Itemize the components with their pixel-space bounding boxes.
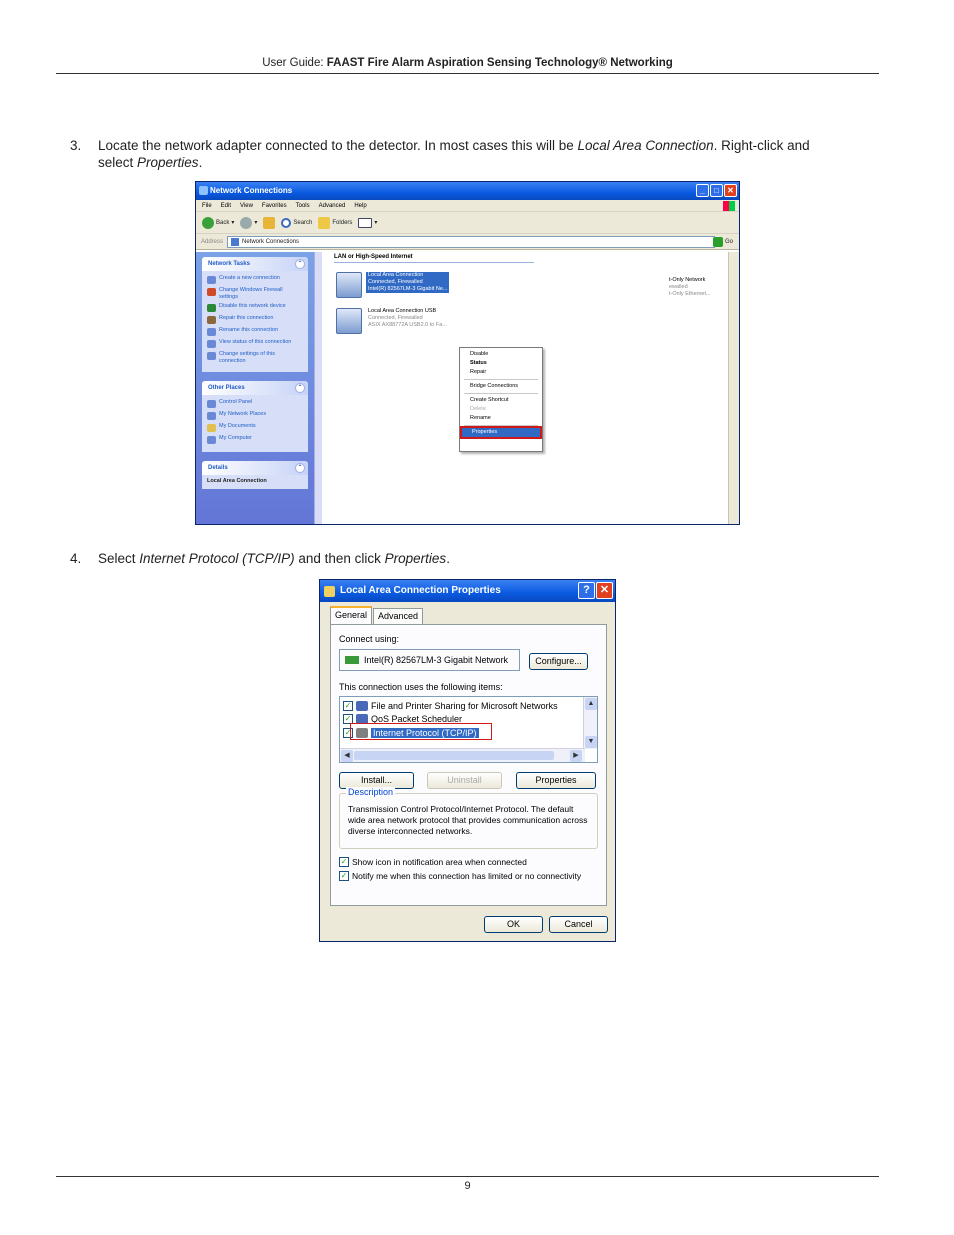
connection-status: Connected, Firewalled bbox=[366, 279, 449, 286]
properties-button[interactable]: Properties bbox=[516, 772, 596, 789]
item-label: QoS Packet Scheduler bbox=[371, 714, 463, 724]
close-icon[interactable]: ✕ bbox=[724, 184, 737, 197]
menu-advanced[interactable]: Advanced bbox=[318, 203, 346, 209]
up-button[interactable] bbox=[263, 217, 275, 229]
tab-general[interactable]: General bbox=[330, 606, 372, 624]
item-label: File and Printer Sharing for Microsoft Networks bbox=[371, 701, 558, 711]
address-value: Network Connections bbox=[242, 238, 300, 245]
header-rule bbox=[56, 73, 879, 74]
firewall-icon bbox=[207, 288, 216, 296]
network-connections-window bbox=[195, 181, 740, 525]
list-vertical-scrollbar[interactable] bbox=[583, 697, 597, 749]
close-icon[interactable]: ✕ bbox=[596, 582, 613, 599]
task-change-settings[interactable] bbox=[207, 351, 303, 364]
page-number: 9 bbox=[464, 1180, 471, 1192]
control-panel-icon bbox=[207, 400, 216, 408]
option-label: Notify me when this connection has limited or no connectivity bbox=[352, 871, 582, 881]
task-view-status[interactable] bbox=[207, 339, 303, 348]
place-label: My Network Places bbox=[219, 411, 267, 417]
step-emphasis: Local Area Connection bbox=[577, 138, 714, 153]
panel-header[interactable] bbox=[202, 461, 308, 475]
adapter-name: Intel(R) 82567LM-3 Gigabit Network bbox=[364, 655, 509, 665]
windows-logo-icon bbox=[723, 201, 735, 211]
scroll-up-icon[interactable]: ▲ bbox=[585, 698, 597, 710]
list-item[interactable] bbox=[343, 700, 558, 712]
dialog-title: Local Area Connection Properties bbox=[340, 585, 501, 596]
window-title: Network Connections bbox=[210, 186, 293, 195]
step-text: and then click bbox=[294, 551, 385, 566]
option-label: Show icon in notification area when connected bbox=[352, 857, 527, 867]
details-subtitle: Local Area Connection bbox=[207, 478, 267, 484]
header-prefix: User Guide: bbox=[262, 57, 327, 69]
forward-button[interactable]: ▾ bbox=[240, 217, 257, 229]
place-my-computer[interactable] bbox=[207, 435, 303, 444]
network-icon bbox=[231, 238, 239, 246]
task-pane bbox=[196, 252, 314, 524]
collapse-icon[interactable]: ⌃ bbox=[295, 383, 305, 393]
adapter-field bbox=[339, 649, 520, 671]
scroll-down-icon[interactable]: ▼ bbox=[585, 736, 597, 748]
tab-advanced[interactable]: Advanced bbox=[373, 608, 423, 624]
place-label: My Computer bbox=[219, 435, 253, 441]
group-header: LAN or High-Speed Internet bbox=[334, 254, 413, 260]
settings-icon bbox=[207, 352, 216, 360]
group-divider bbox=[334, 262, 534, 263]
documents-icon bbox=[207, 424, 216, 432]
menu-delete: Delete bbox=[470, 406, 486, 412]
title-bar bbox=[196, 182, 739, 200]
address-bar bbox=[196, 234, 739, 250]
menu-bridge-connections[interactable]: Bridge Connections bbox=[470, 383, 519, 389]
search-label: Search bbox=[293, 219, 313, 226]
task-label: Repair this connection bbox=[219, 315, 274, 321]
panel-title: Network Tasks bbox=[208, 261, 250, 267]
menu-divider bbox=[464, 393, 538, 394]
checkbox[interactable]: ✓ bbox=[344, 701, 352, 710]
step-4 bbox=[70, 550, 870, 567]
task-firewall-settings[interactable] bbox=[207, 287, 303, 300]
menu-favorites[interactable]: Favorites bbox=[261, 203, 287, 209]
collapse-icon[interactable]: ⌃ bbox=[295, 463, 305, 473]
task-create-connection[interactable] bbox=[207, 275, 303, 284]
address-label: Address bbox=[201, 238, 224, 245]
menu-divider bbox=[464, 379, 538, 380]
footer-rule bbox=[56, 1176, 879, 1177]
task-label: View status of this connection bbox=[219, 339, 292, 345]
properties-dialog bbox=[319, 579, 616, 942]
network-connection-icon bbox=[324, 586, 335, 597]
panel-title: Details bbox=[208, 465, 228, 471]
folders-label: Folders bbox=[332, 219, 353, 226]
step-text: Select bbox=[98, 551, 140, 566]
connection-name: Local Area Connection bbox=[366, 272, 449, 279]
step-emphasis: Internet Protocol (TCP/IP) bbox=[139, 551, 295, 566]
address-input[interactable] bbox=[227, 236, 715, 248]
place-my-documents[interactable] bbox=[207, 423, 303, 432]
network-card-icon bbox=[345, 656, 359, 664]
cancel-button[interactable]: Cancel bbox=[549, 916, 608, 933]
step-emphasis: Properties bbox=[137, 155, 199, 170]
tab-panel bbox=[330, 624, 607, 906]
network-connections-icon bbox=[199, 186, 208, 195]
views-button[interactable]: ▾ bbox=[358, 218, 377, 228]
menu-disable[interactable]: Disable bbox=[470, 351, 489, 357]
place-network-places[interactable] bbox=[207, 411, 303, 420]
connection-local-area[interactable] bbox=[336, 272, 449, 298]
connection-status: Connected, Firewalled bbox=[368, 315, 423, 321]
configure-button[interactable]: Configure... bbox=[529, 653, 588, 670]
task-repair-connection[interactable] bbox=[207, 315, 303, 324]
scroll-right-icon[interactable]: ▶ bbox=[570, 750, 582, 762]
panel-header[interactable] bbox=[202, 381, 308, 395]
item-label: Internet Protocol (TCP/IP) bbox=[373, 728, 477, 738]
folder-icon bbox=[318, 217, 330, 229]
back-label: Back bbox=[216, 219, 230, 226]
description-group bbox=[339, 787, 598, 849]
network-adapter-icon bbox=[336, 308, 362, 334]
step-text-line bbox=[98, 550, 450, 567]
back-button[interactable]: Back ▾ bbox=[202, 217, 234, 229]
show-icon-option[interactable] bbox=[339, 857, 527, 867]
create-connection-icon bbox=[207, 276, 216, 284]
task-label: Create a new connection bbox=[219, 275, 280, 281]
connect-using-label: Connect using: bbox=[339, 634, 400, 644]
forward-arrow-icon bbox=[240, 217, 252, 229]
notify-option[interactable] bbox=[339, 871, 581, 881]
menu-edit[interactable]: Edit bbox=[220, 203, 232, 209]
menu-tools[interactable]: Tools bbox=[295, 203, 310, 209]
folders-button[interactable] bbox=[318, 217, 352, 229]
task-label: Change Windows Firewall settings bbox=[219, 287, 283, 300]
connection-partial[interactable] bbox=[669, 277, 711, 298]
connection-name: Local Area Connection USB bbox=[368, 308, 437, 314]
list-horizontal-scrollbar[interactable] bbox=[340, 748, 585, 762]
step-text: Locate the network adapter connected to the detector. In most cases this will be bbox=[98, 138, 578, 153]
repair-icon bbox=[207, 316, 216, 324]
toolbar bbox=[196, 212, 739, 234]
description-text: Transmission Control Protocol/Internet Protocol. The default wide area network protocol that provides communication across diverse interconnected networks. bbox=[348, 804, 588, 836]
uninstall-button: Uninstall bbox=[427, 772, 502, 789]
connection-device: Intel(R) 82567LM-3 Gigabit Ne... bbox=[368, 286, 448, 292]
header-title: FAAST Fire Alarm Aspiration Sensing Technology® Networking bbox=[326, 57, 673, 69]
step-text-line1 bbox=[98, 137, 810, 154]
connection-status: ewalled bbox=[669, 284, 688, 290]
checkbox[interactable]: ✓ bbox=[340, 871, 348, 880]
task-label: Disable this network device bbox=[219, 303, 286, 309]
checkbox[interactable]: ✓ bbox=[340, 857, 348, 866]
collapse-icon[interactable]: ⌃ bbox=[295, 259, 305, 269]
connection-device: ASIX AX88772A USB2.0 to Fa... bbox=[368, 322, 447, 328]
place-control-panel[interactable] bbox=[207, 399, 303, 408]
task-label: Change settings of this connection bbox=[219, 351, 275, 364]
menu-properties[interactable]: Properties bbox=[462, 428, 540, 437]
minimize-icon[interactable]: _ bbox=[696, 184, 709, 197]
menu-divider bbox=[464, 425, 538, 426]
page-header bbox=[56, 57, 879, 69]
rename-icon bbox=[207, 328, 216, 336]
ok-button[interactable]: OK bbox=[484, 916, 543, 933]
go-label: Go bbox=[724, 239, 733, 245]
checkbox[interactable]: ✓ bbox=[344, 728, 352, 737]
panel-title: Other Places bbox=[208, 385, 245, 391]
menu-file[interactable]: File bbox=[202, 203, 212, 209]
connection-device: t-Only Ethernet... bbox=[669, 291, 711, 297]
up-folder-icon bbox=[263, 217, 275, 229]
disable-icon bbox=[207, 304, 216, 312]
step-3 bbox=[70, 137, 870, 173]
back-arrow-icon bbox=[202, 217, 214, 229]
step-text: . Right-click and bbox=[713, 138, 810, 153]
task-disable-device[interactable] bbox=[207, 303, 303, 312]
other-places-panel bbox=[202, 381, 308, 452]
step-text-line2 bbox=[98, 154, 202, 171]
go-button[interactable] bbox=[713, 237, 733, 247]
tab-strip bbox=[330, 608, 424, 624]
network-tasks-panel bbox=[202, 257, 308, 372]
details-panel bbox=[202, 461, 308, 489]
step-text: . bbox=[446, 551, 450, 566]
title-bar bbox=[320, 580, 615, 602]
views-icon bbox=[358, 218, 372, 228]
menu-create-shortcut[interactable]: Create Shortcut bbox=[470, 397, 509, 403]
search-button[interactable] bbox=[281, 218, 312, 228]
description-label: Description bbox=[348, 787, 394, 797]
install-button[interactable]: Install... bbox=[339, 772, 414, 789]
menu-view[interactable]: View bbox=[240, 203, 253, 209]
menu-rename[interactable]: Rename bbox=[470, 415, 491, 421]
network-adapter-icon bbox=[336, 272, 362, 298]
file-sharing-icon bbox=[356, 701, 368, 711]
scroll-thumb[interactable] bbox=[354, 751, 554, 760]
step-text: select bbox=[98, 155, 138, 170]
place-label: Control Panel bbox=[219, 399, 253, 405]
place-label: My Documents bbox=[219, 423, 256, 429]
connection-local-area-usb[interactable] bbox=[336, 308, 449, 334]
checkbox[interactable]: ✓ bbox=[344, 714, 352, 723]
search-icon bbox=[281, 218, 291, 228]
menu-help[interactable]: Help bbox=[354, 203, 367, 209]
step-number: 4. bbox=[70, 551, 82, 566]
task-label: Rename this connection bbox=[219, 327, 279, 333]
window-body bbox=[196, 252, 739, 524]
connections-scrollbar[interactable] bbox=[728, 252, 739, 524]
step-number: 3. bbox=[70, 138, 82, 153]
task-rename-connection[interactable] bbox=[207, 327, 303, 336]
maximize-icon[interactable]: □ bbox=[710, 184, 723, 197]
network-places-icon bbox=[207, 412, 216, 420]
computer-icon bbox=[207, 436, 216, 444]
go-arrow-icon bbox=[713, 237, 723, 247]
menu-status[interactable]: Status bbox=[470, 360, 487, 366]
menu-bar bbox=[196, 200, 739, 212]
help-icon[interactable]: ? bbox=[578, 582, 595, 599]
highlight-box bbox=[350, 723, 492, 740]
connection-name: t-Only Network bbox=[669, 277, 706, 283]
scroll-left-icon[interactable]: ◀ bbox=[341, 750, 353, 762]
menu-repair[interactable]: Repair bbox=[470, 369, 487, 375]
components-list[interactable] bbox=[339, 696, 598, 763]
context-menu bbox=[459, 347, 543, 452]
task-pane-scrollbar[interactable] bbox=[314, 252, 322, 524]
step-text: . bbox=[198, 155, 203, 170]
panel-header[interactable] bbox=[202, 257, 308, 271]
status-icon bbox=[207, 340, 216, 348]
step-emphasis: Properties bbox=[384, 551, 447, 566]
items-label: This connection uses the following items: bbox=[339, 682, 503, 692]
